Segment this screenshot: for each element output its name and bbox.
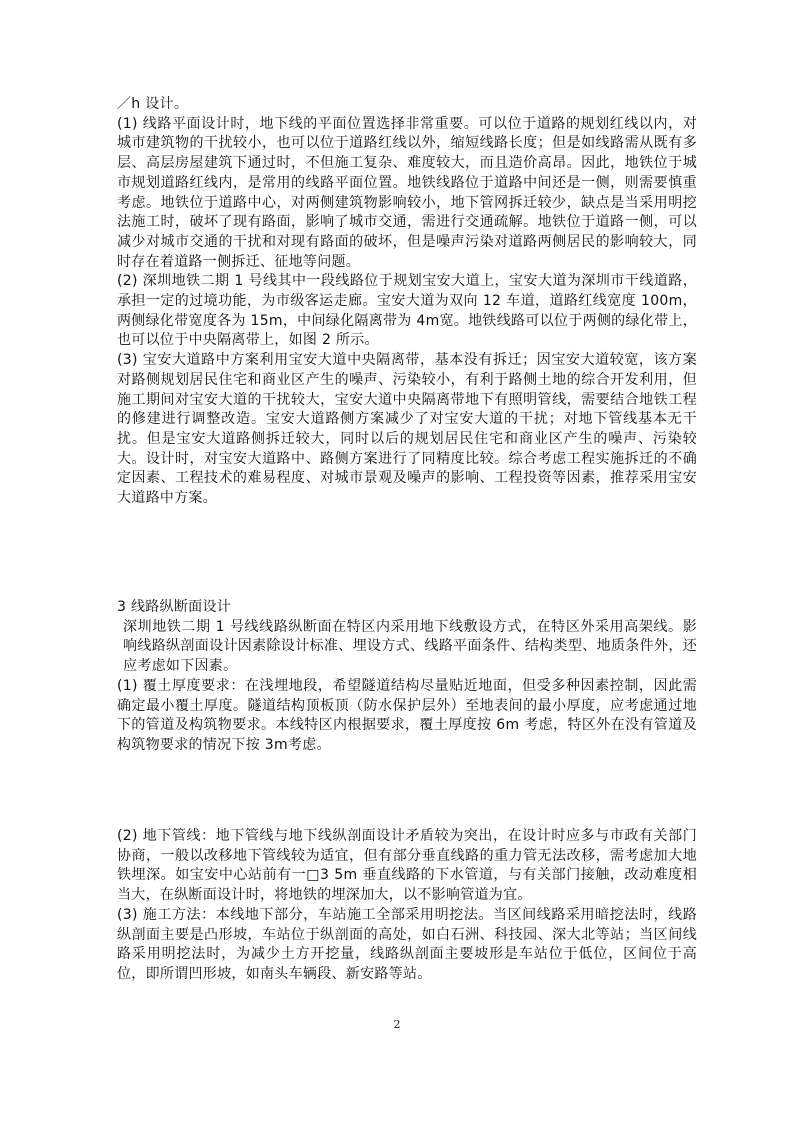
planar-paragraph-2: (2) 深圳地铁二期 1 号线其中一段线路位于规划宝安大道上，宝安大道为深圳市干线道路，承担一定的过境功能，为市级客运走廊。宝安大道为双向 12 车道，道路红线宽度 100m，两侧绿化带宽度各为 15m，中间绿化隔离带为 4m宽。地铁线路可以位于两侧的绿化带上，也可以位于中央隔离带上，如图 2 所示。 [117,273,697,349]
profile-paragraph-2: (2) 地下管线：地下管线与地下线纵剖面设计矛盾较为突出，在设计时应多与市政有关部门协商，一般以改移地下管线较为适宜，但有部分垂直线路的重力管无法改移，需考虑加大地铁埋深。如宝安中心站前有一□3 5m 垂直线路的下水管道，与有关部门接触，改动难度相当大，在纵断面设计时，将地铁的埋深加大，以不影响管道为宜。 [117,828,697,904]
profile-paragraph-3: (3) 施工方法：本线地下部分，车站施工全部采用明挖法。当区间线路采用暗挖法时，线路纵剖面主要是凸形坡，车站位于纵剖面的高处，如白石洲、科技园、深大北等站；当区间线路采用明挖法时，为减少土方开挖量，线路纵剖面主要坡形是车站位于低位，区间位于高位，即所谓凹形坡，如南头车辆段、新安路等站。 [117,906,697,982]
planar-paragraph-3: (3) 宝安大道路中方案利用宝安大道中央隔离带，基本没有拆迁；因宝安大道较宽，该方案对路侧规划居民住宅和商业区产生的噪声、污染较小，有利于路侧土地的综合开发利用，但施工期间对宝安大道的干扰较大，宝安大道中央隔离带地下有照明管线，需要结合地铁工程的修建进行调整改造。宝安大道路侧方案减少了对宝安大道的干扰；对地下管线基本无干扰。但是宝安大道路侧拆迁较大，同时以后的规划居民住宅和商业区产生的噪声、污染较大。设计时，对宝安大道路中、路侧方案进行了同精度比较。综合考虑工程实施拆迁的不确定因素、工程技术的难易程度、对城市景观及噪声的影响、工程投资等因素，推荐采用宝安大道路中方案。 [117,352,697,507]
planar-paragraph-1: (1) 线路平面设计时，地下线的平面位置选择非常重要。可以位于道路的规划红线以内，对城市建筑物的干扰较小，也可以位于道路红线以外，缩短线路长度；但是如线路需从既有多层、高层房屋建筑下通过时，不但施工复杂、难度较大，而且造价高昂。因此，地铁位于城市规划道路红线内，是常用的线路平面位置。地铁线路位于道路中间还是一侧，则需要慎重考虑。地铁位于道路中心，对两侧建筑物影响较小，地下管网拆迁较少，缺点是当采用明挖法施工时，破坏了现有路面，影响了城市交通，需进行交通疏解。地铁位于道路一侧，可以减少对城市交通的干扰和对现有路面的破坏，但是噪声污染对道路两侧居民的影响较大，同时存在着道路一侧拆迁、征地等问题。 [117,115,697,270]
section-heading: 3 线路纵断面设计 [117,599,232,615]
profile-design-section [117,598,697,756]
planar-design-section [117,95,697,509]
intro-line: ／h 设计。 [117,96,189,112]
profile-design-continued [117,827,697,985]
section-intro-paragraph: 深圳地铁二期 1 号线线路纵断面在特区内采用地下线敷设方式，在特区外采用高架线。影响线路纵剖面设计因素除设计标准、埋设方式、线路平面条件、结构类型、地质条件外，还应考虑如下因素。 [123,618,697,675]
profile-paragraph-1: (1) 覆土厚度要求：在浅埋地段，希望隧道结构尽量贴近地面，但受多种因素控制，因此需确定最小覆土厚度。隧道结构顶板顶（防水保护层外）至地表间的最小厚度，应考虑通过地下的管道及构筑物要求。本线特区内根据要求，覆土厚度按 6m 考虑，特区外在没有管道及构筑物要求的情况下按 3m考虑。 [117,677,697,753]
page-number: 2 [393,1018,401,1031]
